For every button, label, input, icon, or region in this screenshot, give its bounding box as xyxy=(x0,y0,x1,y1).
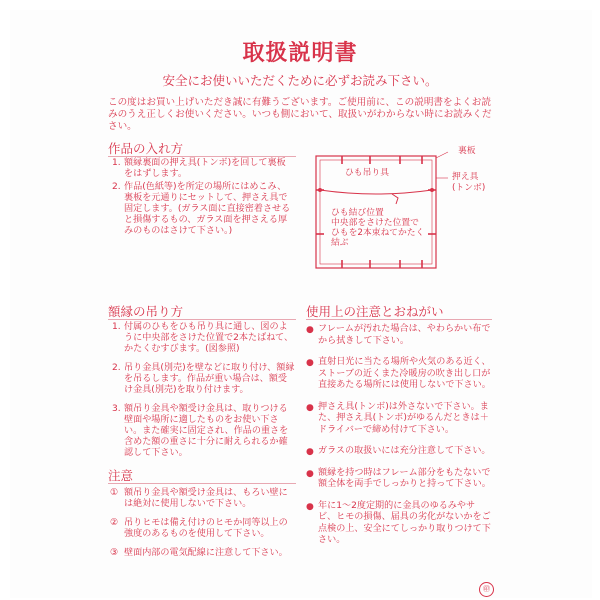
list-item-text: 押さえ具(トンボ)は外さないで下さい。また、押さえ具(トンボ)がゆるんだときは＋ドライバーで締め付けて下さい。 xyxy=(318,401,489,435)
section-rule xyxy=(306,319,492,320)
list-item xyxy=(306,357,492,392)
list-item xyxy=(110,488,296,510)
list-item-text: 吊り金具(別売)を壁などに取り付け、額縁を吊るします。作品が重い場合は、額受け金具(別売)を取り付けます。 xyxy=(124,363,295,395)
hanging-list xyxy=(112,322,296,461)
section-rule xyxy=(108,483,296,484)
list-item-text: ガラスの取扱いには充分注意して下さい。 xyxy=(318,446,491,456)
insert-list xyxy=(112,158,292,239)
list-item xyxy=(112,322,296,355)
list-item-text: 額吊り金具や額受け金具は、取りつける壁面や場所に適したものをお使い下さい。また確実に固定され、作品の重さを含めた額の重さに十分に耐えられるか確認して下さい。 xyxy=(124,404,289,458)
section-heading-hanging: 額縁の吊り方 xyxy=(108,304,184,319)
section-heading-caution: 注意 xyxy=(108,468,134,483)
list-item-text: 額縁を持つ時はフレーム部分をもたないで額全体を両手でしっかりと持って下さい。 xyxy=(318,467,491,489)
caution-list xyxy=(110,488,296,567)
hanging-string xyxy=(320,190,432,194)
intro-paragraph: この度はお買い上げいただき誠に有難うございます。ご使用前に、この説明書をよくお読みのうえ正しくお使いください。いつも側において、取扱いがわからない時にお読みください。 xyxy=(108,97,492,132)
string-hanger-right xyxy=(430,188,434,192)
list-item xyxy=(306,402,492,437)
leader-back xyxy=(436,152,448,158)
usage-list xyxy=(306,324,492,557)
list-item-text: 作品(色紙等)を所定の場所にはめこみ、裏板を元通りにセットして、押さえ具で固定します。(ガラス面に直接密着させると損傷するもの、ガラス面を押さえる厚みのものはさけて下さい。) xyxy=(124,182,291,236)
list-item-marker: ① xyxy=(110,488,119,498)
list-item-text: 額吊り金具や額受け金具は、もろい壁には絶対に使用しないで下さい。 xyxy=(124,488,288,509)
section-rule xyxy=(108,156,296,157)
list-item xyxy=(112,363,296,396)
list-item-number: 3. xyxy=(112,404,121,414)
bullet-icon: ● xyxy=(306,468,314,479)
list-item xyxy=(112,182,292,237)
label-back-board: 裏板 xyxy=(458,146,476,156)
page-mark-icon: ㊞ xyxy=(479,582,494,597)
list-item-number: 2. xyxy=(112,182,121,192)
list-item-number: 1. xyxy=(112,158,121,168)
list-item xyxy=(112,158,292,180)
page-subtitle: 安全にお使いいただくために必ずお読み下さい。 xyxy=(162,73,438,88)
section-heading-insert: 作品の入れ方 xyxy=(108,141,184,156)
list-item-number: 1. xyxy=(112,322,121,332)
bullet-icon: ● xyxy=(306,501,314,512)
list-item xyxy=(306,446,492,458)
list-item-marker: ② xyxy=(110,518,119,528)
list-item xyxy=(110,518,296,540)
list-item-text: フレームが汚れた場合は、やわらかい布でから拭きして下さい。 xyxy=(318,324,491,346)
list-item xyxy=(112,404,296,459)
list-item-marker: ③ xyxy=(110,548,119,558)
list-item xyxy=(306,468,492,491)
list-item-text: 壁面内部の電気配線に注意して下さい。 xyxy=(124,548,288,558)
list-item xyxy=(110,548,296,559)
list-item-text: 額縁裏面の押え具(トンボ)を回して裏板をはずします。 xyxy=(124,158,286,179)
label-knot-position: ひも結び位置 中央部をさけた位置で ひもを2本束ねてかたく 結ぶ xyxy=(331,208,425,248)
label-presser-paren: (トンボ) xyxy=(452,183,486,193)
bullet-icon: ● xyxy=(306,325,314,335)
bullet-icon: ● xyxy=(306,358,314,368)
list-item-text: 吊りヒモは備え付けのヒモか同等以上の強度のあるものを使用して下さい。 xyxy=(124,518,288,539)
list-item-text: 直射日光に当たる場所や火気のある近く、ストーブの近くまた冷暖房の吹き出し口が直接あたる場所には使用しないで下さい。 xyxy=(318,357,491,390)
section-rule xyxy=(108,319,296,320)
list-item-number: 2. xyxy=(112,363,121,373)
page-title: 取扱説明書 xyxy=(242,41,358,66)
list-item xyxy=(306,324,492,347)
bullet-icon: ● xyxy=(306,402,314,413)
label-string-hanger: ひも吊り具 xyxy=(345,168,389,178)
knot-mark xyxy=(392,194,398,204)
string-hanger-left xyxy=(318,188,322,192)
list-item xyxy=(306,501,492,547)
bullet-icon: ● xyxy=(306,447,314,457)
section-heading-usage: 使用上の注意とおねがい xyxy=(306,304,444,319)
label-presser: 押え具 xyxy=(452,172,479,182)
list-item-text: 年に1～2度定期的に金具のゆるみやサビ、ヒモの損傷、届具の劣化がないかをご点検の上、安全にてしっかり取りつけて下さい。 xyxy=(318,500,491,545)
list-item-text: 付属のひもをひも吊り具に通し、図のように中央部をさけた位置で2本たばねて、かたくむすびます。(図参照) xyxy=(124,322,294,354)
